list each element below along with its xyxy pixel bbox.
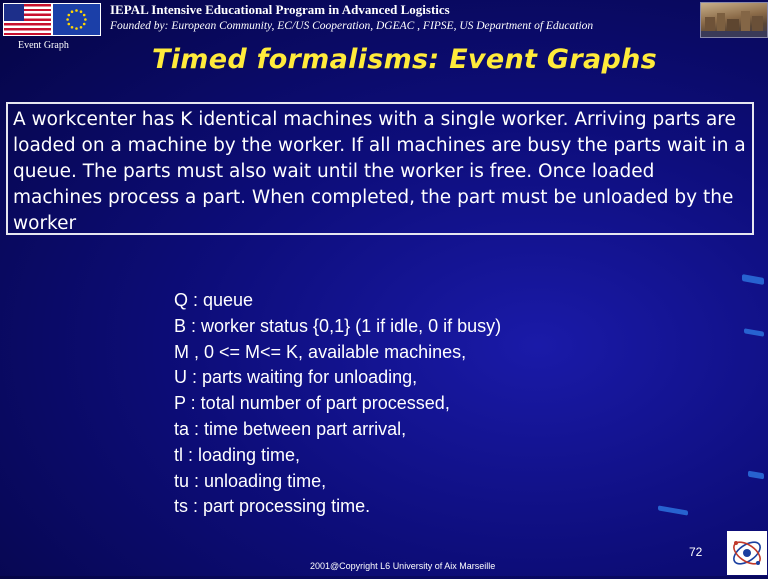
slide-title: Timed formalisms: Event Graphs: [152, 44, 657, 75]
header-photo: [700, 2, 768, 38]
intro-box: [6, 102, 754, 235]
decorative-streak: [748, 471, 764, 480]
variable-item: ta : time between part arrival,: [174, 418, 407, 439]
variable-item: P : total number of part processed,: [174, 393, 450, 414]
variable-item: ts : part processing time.: [174, 496, 371, 517]
decorative-streak: [744, 328, 764, 337]
decorative-streak: [742, 274, 764, 285]
variable-item: U : parts waiting for unloading,: [174, 367, 418, 388]
variable-item: tu : unloading time,: [174, 470, 327, 491]
section-label: Event Graph: [18, 40, 69, 51]
header-subtitle: Founded by: European Community, EC/US Cooperation, DGEAC , FIPSE, US Department of Education: [110, 20, 594, 32]
page-number: 72: [689, 545, 703, 559]
intro-text: A workcenter has K identical machines with a single worker. Arriving parts are loaded on a machine by the worker. If all machines are busy the parts wait in a queue. The parts must also wait until the worker is free. Once loaded machines process a part. When completed, the part must be unloaded by the worker: [13, 109, 746, 234]
header-title: IEPAL Intensive Educational Program in Advanced Logistics: [110, 2, 450, 17]
variable-item: M , 0 <= M<= K, available machines,: [174, 341, 467, 362]
variable-list: [174, 288, 501, 520]
university-logo-icon: [727, 531, 767, 575]
variable-item: tl : loading time,: [174, 444, 301, 465]
variable-item: B : worker status {0,1} (1 if idle, 0 if busy): [174, 315, 502, 336]
us-flag-icon: [3, 3, 52, 36]
variable-item: Q : queue: [174, 290, 254, 310]
decorative-streak: [658, 505, 688, 515]
eu-flag-icon: [52, 3, 101, 36]
copyright-text: 2001@Copyright L6 University of Aix Marseille: [310, 561, 496, 571]
